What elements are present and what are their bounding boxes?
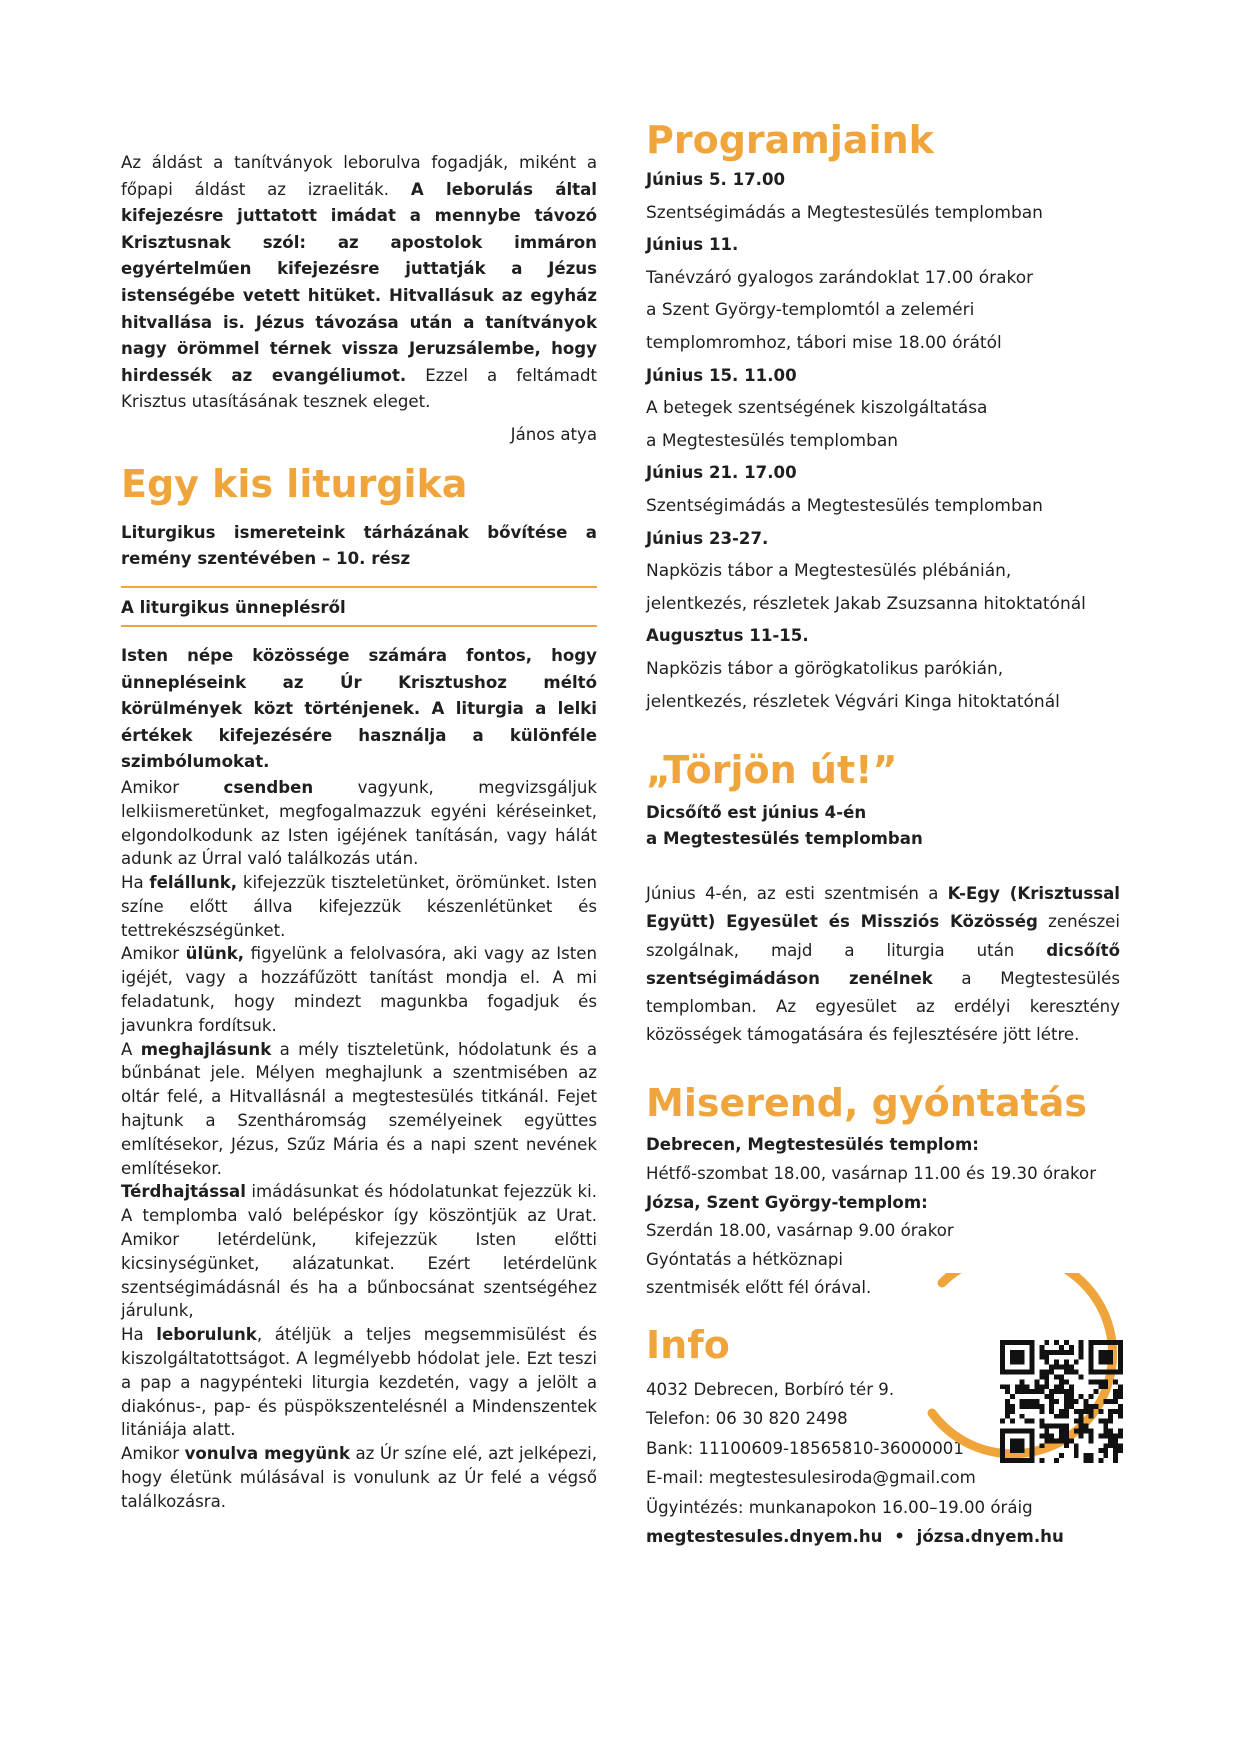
website-separator: • [894, 1527, 905, 1547]
program-description: Napközis tábor a görögkatolikus parókián, [646, 658, 1004, 679]
website-link-2[interactable]: józsa.dnyem.hu [916, 1527, 1064, 1547]
body-paragraph-run: ülünk, [185, 944, 245, 964]
body-paragraph-run: kifejezzük tiszteletünket, örömünket. Isten színe előtt állva kifejezzük készenlétünket és tettrekészségünket. [121, 873, 597, 940]
body-paragraph [121, 1323, 597, 1442]
program-list [646, 164, 1146, 718]
info-line: E-mail: megtestesulesiroda@gmail.com [646, 1468, 976, 1488]
program-description: templomromhoz, tábori mise 18.00 órától [646, 332, 1002, 353]
body-paragraph-run: leborulunk [156, 1325, 257, 1345]
info-line: Ügyintézés: munkanapokon 16.00–19.00 óráig [646, 1497, 1033, 1517]
info-line: Bank: 11100609-18565810-36000001 [646, 1438, 964, 1458]
divider-top [121, 586, 597, 588]
body-paragraph-run: a mély tiszteletünk, hódolatunk és a bűnbánat jele. Mélyen meghajlunk a szentmisében az oltár felé, a Hitvallásnál a megtestesülés titkánál. Fejet hajtunk a Szentháromság személyeinek együttes említésekor, Jézus, Szűz Mária és a napi szent nevének említésekor. [121, 1039, 597, 1178]
liturgika-title: Egy kis liturgika [121, 461, 468, 506]
info-title: Info [646, 1322, 730, 1367]
body-paragraph [121, 1442, 597, 1513]
program-description: Napközis tábor a Megtestesülés plébánián, [646, 561, 1012, 582]
body-paragraph [121, 942, 597, 1037]
program-description: a Megtestesülés templomban [646, 430, 899, 451]
torjon-sub-line-2: a Megtestesülés templomban [646, 829, 923, 849]
torjon-sub-line-1: Dicsőítő est június 4-én [646, 803, 867, 823]
torjon-paragraph-run: dicsőítő szentségimádáson zenélnek [646, 940, 1120, 988]
mass-location: Debrecen, Megtestesülés templom: [646, 1135, 979, 1155]
torjon-paragraph-run: a Megtestesülés templomban. Az egyesület az erdélyi keresztény közösségek támogatására és fejlesztésére jött létre. [646, 968, 1120, 1045]
intro-paragraph-run: Az áldást a tanítványok leborulva fogadják, miként a főpapi áldást az izraeliták. [121, 153, 597, 199]
liturgika-subtitle: Liturgikus ismereteink tárházának bővítése a remény szentévében – 10. rész [121, 522, 597, 568]
body-paragraph-run: Ha [121, 1325, 157, 1345]
body-paragraph-run: felállunk, [149, 873, 238, 893]
body-paragraph [121, 871, 597, 942]
mass-schedule: Gyóntatás a hétköznapi [646, 1249, 844, 1269]
body-paragraph-run: A [121, 1039, 141, 1059]
divider-bottom [121, 625, 597, 627]
body-paragraph-run: csendben [223, 777, 314, 797]
website-link-1[interactable]: megtestesules.dnyem.hu [646, 1527, 883, 1547]
torjon-paragraph-run: Június 4-én, az esti szentmisén a [646, 884, 948, 904]
program-date: Augusztus 11-15. [646, 626, 809, 646]
program-date: Június 5. 17.00 [646, 170, 786, 189]
mass-schedule: Szerdán 18.00, vasárnap 9.00 órakor [646, 1221, 954, 1241]
torjon-subtitle [646, 800, 1146, 852]
body-paragraph [121, 1180, 597, 1323]
lead-paragraph: Isten népe közössége számára fontos, hogy ünnepléseink az Úr Krisztushoz méltó körülmények közt történjenek. A liturgia a lelki értékek kifejezésére használja a különféle szimbólumokat. [121, 645, 597, 772]
info-line: Telefon: 06 30 820 2498 [646, 1409, 848, 1429]
signature: János atya [510, 424, 597, 444]
program-date: Június 23-27. [646, 528, 769, 548]
torjon-paragraph-run: zenészei szolgálnak, majd a liturgia után [646, 912, 1120, 960]
program-date: Június 15. 11.00 [646, 365, 797, 385]
intro-paragraph [121, 150, 597, 416]
program-description: A betegek szentségének kiszolgáltatása [646, 398, 988, 419]
mass-location: Józsa, Szent György-templom: [646, 1192, 928, 1212]
body-paragraph [121, 1038, 597, 1181]
body-paragraph-run: vagyunk, megvizsgáljuk lelkiismeretünket, megfogalmazzuk egyéni kéréseinket, elgondolkodunk az Isten igéjének tanításán, vagy hálát adunk az Úrral való találkozás után. [121, 777, 597, 869]
qr-code-icon [1000, 1340, 1123, 1463]
body-paragraph-run: az Úr színe elé, azt jelképezi, hogy életünk múlásával is vonulunk az Úr felé a végső találkozásra. [121, 1444, 597, 1511]
left-column [121, 150, 597, 1514]
program-date: Június 21. 17.00 [646, 463, 797, 483]
body-paragraph-run: , átéljük a teljes megsemmisülést és kiszolgáltatottságot. A legmélyebb hódolat jele. Ezt teszi a pap a nagypénteki liturgia kezdetén, vagy a jelölt a diakónus-, pap- és püspökszentelésnél a Mindenszentek litániája alatt. [121, 1325, 597, 1440]
program-description: jelentkezés, részletek Végvári Kinga hitoktatónál [646, 691, 1060, 712]
torjon-paragraph-run: K-Egy (Krisztussal Együtt) Egyesület és Missziós Közösség [646, 884, 1120, 932]
program-description: Szentségimádás a Megtestesülés templomban [646, 495, 1043, 516]
body-paragraph-run: vonulva megyünk [184, 1444, 351, 1464]
program-description: jelentkezés, részletek Jakab Zsuzsanna hitoktatónál [646, 593, 1086, 614]
info-line: 4032 Debrecen, Borbíró tér 9. [646, 1379, 895, 1399]
program-description: a Szent György-templomtól a zeleméri [646, 300, 975, 321]
body-paragraph-run: Amikor [121, 1444, 185, 1464]
info-websites [646, 1522, 1146, 1552]
body-paragraph-run: Ha [121, 873, 150, 893]
body-paragraphs [121, 776, 597, 1514]
body-paragraph-run: Amikor [121, 777, 224, 797]
torjon-paragraph [646, 880, 1120, 1049]
program-date: Június 11. [646, 235, 739, 255]
intro-paragraph-run: A leborulás által kifejezésre juttatott imádat a mennybe távozó Krisztusnak szól: az apostolok immáron egyértelműen kifejezésre juttatják a Jézus istenségébe vetett hitüket. Hitvallásuk az egyház hitvallása is. Jézus távozása után a tanítványok nagy örömmel térnek vissza Jeruzsálembe, hogy hirdessék az evangéliumot. [121, 179, 597, 385]
body-paragraph-run: imádásunkat és hódolatunkat fejezzük ki. A templomba való belépéskor így köszöntjük az Urat. Amikor letérdelünk, kifejezzük Isten előtti kicsinységünket, alázatunkat. Ezért letérdelünk szentségimádásnál és ha a bűnbocsánat szentségéhez járulunk, [121, 1182, 597, 1321]
intro-paragraph-run: Ezzel a feltámadt Krisztus utasításának tesznek eleget. [121, 365, 597, 412]
body-paragraph [121, 776, 597, 871]
torjon-title: „Törjön út!” [646, 748, 898, 793]
body-paragraph-run: figyelünk a felolvasóra, aki vagy az Isten igéjét, vagy a hozzáfűzött tanítást mondja el. A mi feladatunk, hogy mindezt magunkba fogadjuk és javunkra fordítsuk. [121, 944, 597, 1035]
mass-schedule: szentmisék előtt fél órával. [646, 1278, 872, 1298]
miserend-title: Miserend, gyóntatás [646, 1081, 1088, 1126]
rule-label: A liturgikus ünneplésről [121, 597, 346, 617]
mass-schedule: Hétfő-szombat 18.00, vasárnap 11.00 és 19.30 órakor [646, 1163, 1097, 1183]
programs-title: Programjaink [646, 118, 934, 162]
body-paragraph-run: Amikor [121, 944, 186, 964]
body-paragraph-run: meghajlásunk [140, 1039, 272, 1059]
program-description: Tanévzáró gyalogos zarándoklat 17.00 órakor [646, 267, 1034, 288]
program-description: Szentségimádás a Megtestesülés templomban [646, 202, 1043, 223]
body-paragraph-run: Térdhajtással [121, 1182, 246, 1202]
